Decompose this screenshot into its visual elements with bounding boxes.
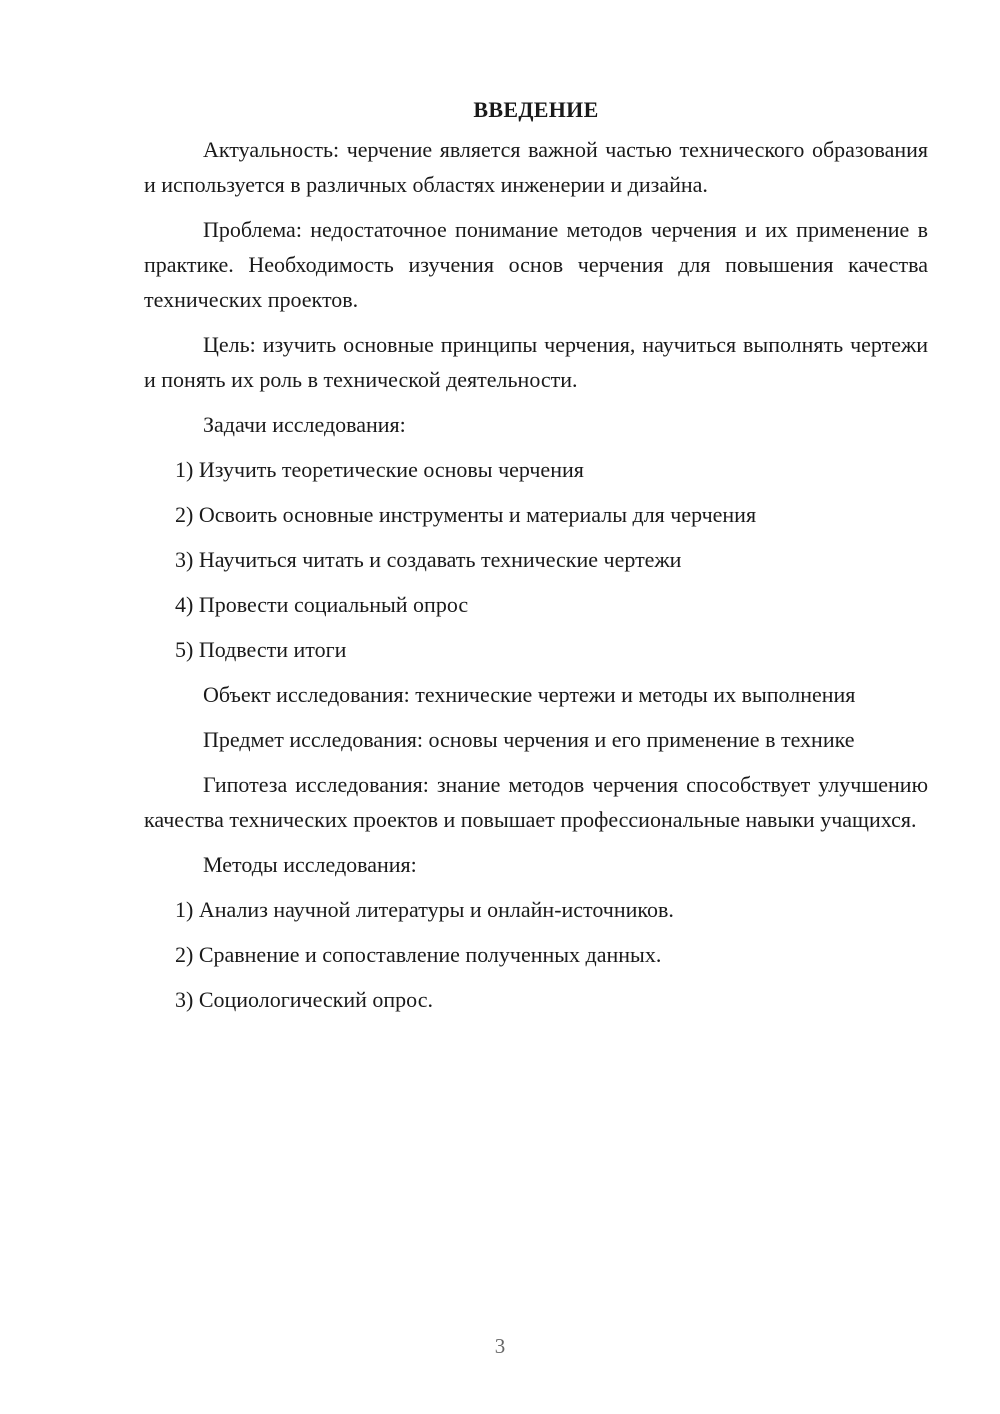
list-item: 1) Изучить теоретические основы черчения — [175, 457, 584, 482]
list-item: 3) Научиться читать и создавать технические чертежи — [175, 547, 682, 572]
list-item: 5) Подвести итоги — [175, 637, 347, 662]
list-item: 4) Провести социальный опрос — [175, 592, 469, 617]
goal-paragraph: Цель: изучить основные принципы черчения, научиться выполнять чертежи и понять их роль в технической деятельности. — [144, 332, 928, 392]
tasks-heading: Задачи исследования: — [203, 412, 406, 437]
tasks-list — [144, 452, 928, 667]
list-item: 3) Социологический опрос. — [175, 987, 433, 1012]
subject-paragraph: Предмет исследования: основы черчения и его применение в технике — [203, 727, 855, 752]
object-paragraph: Объект исследования: технические чертежи и методы их выполнения — [203, 682, 856, 707]
page-title: ВВЕДЕНИЕ — [473, 97, 599, 122]
methods-list — [144, 892, 928, 1017]
methods-heading: Методы исследования: — [203, 852, 417, 877]
page-number: 3 — [494, 1334, 506, 1358]
page-content — [144, 92, 928, 1027]
hypothesis-paragraph: Гипотеза исследования: знание методов черчения способствует улучшению качества технических проектов и повышает профессиональные навыки учащихся. — [144, 772, 928, 832]
problem-paragraph: Проблема: недостаточное понимание методов черчения и их применение в практике. Необходимость изучения основ черчения для повышения качества технических проектов. — [144, 217, 928, 312]
list-item: 2) Сравнение и сопоставление полученных данных. — [175, 942, 662, 967]
relevance-paragraph: Актуальность: черчение является важной частью технического образования и используется в различных областях инженерии и дизайна. — [144, 137, 928, 197]
list-item: 2) Освоить основные инструменты и материалы для черчения — [175, 502, 757, 527]
list-item: 1) Анализ научной литературы и онлайн-источников. — [175, 897, 674, 922]
